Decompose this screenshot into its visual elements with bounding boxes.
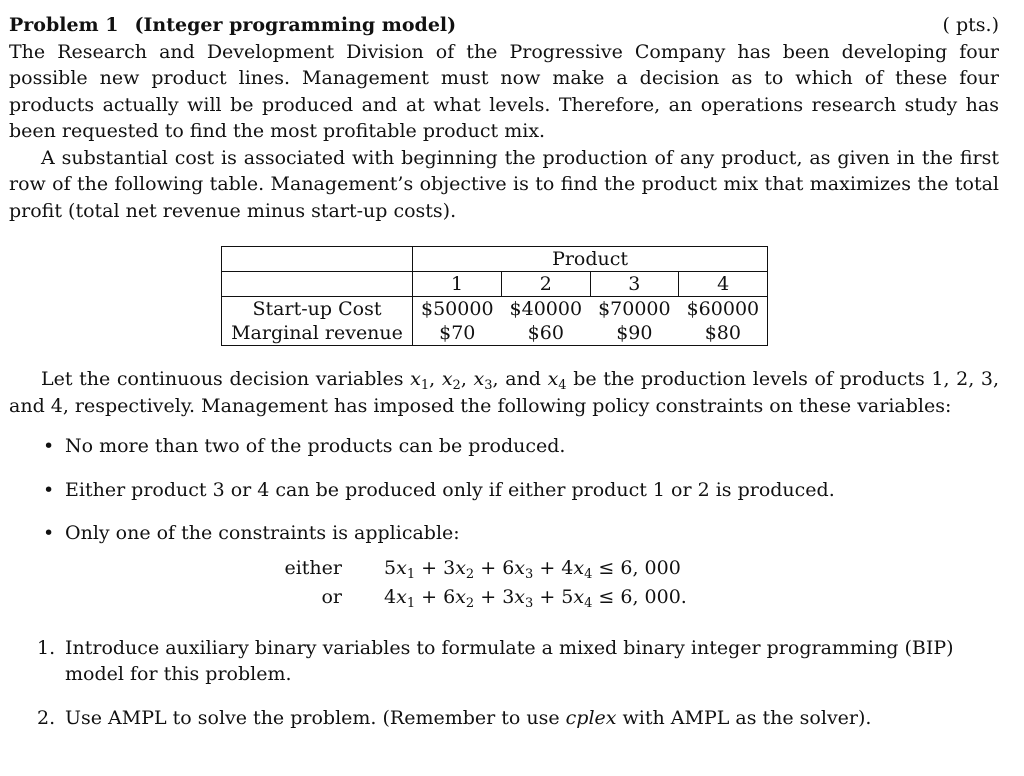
task-number: 2. <box>37 706 56 729</box>
table-cell: $70000 <box>598 298 671 320</box>
bullet-icon: • <box>43 478 55 501</box>
list-item <box>9 520 999 547</box>
coefficient: 3 <box>443 556 456 579</box>
bullet-text: No more than two of the products can be produced. <box>65 435 566 457</box>
constraint-row-either <box>9 555 999 584</box>
table-header-row <box>222 247 768 272</box>
table-row <box>222 297 768 322</box>
column-header: 4 <box>679 272 768 297</box>
list-item <box>9 635 999 688</box>
either-or-constraints <box>9 555 999 613</box>
constraint-row-or <box>9 584 999 613</box>
table-column-row <box>222 272 768 297</box>
table-cell: $90 <box>590 321 679 346</box>
bullet-text: Either product 3 or 4 can be produced only if either product 1 or 2 is produced. <box>65 478 835 501</box>
policy-constraints-list <box>9 433 999 547</box>
task-text: Introduce auxiliary binary variables to formulate a mixed binary integer programming (BIP) model for this problem. <box>65 636 954 685</box>
table-cell: $40000 <box>509 298 583 320</box>
column-header: 2 <box>502 272 591 297</box>
coefficient: 5 <box>384 556 397 579</box>
product-group-header: Product <box>413 247 768 272</box>
intro-paragraph: The Research and Development Division of the Progressive Company has been developing four possible new product lines. Management must now make a decision as to which of these four products actually will be produced and at what levels. Therefore, an operations research study has been requested to find the most profitable product mix. <box>9 40 999 142</box>
row-label: Start-up Cost <box>222 297 413 322</box>
variables-description: be the production levels of products 1, 2, 3, and 4, respectively. Management has imposed the following policy constraints on these variables: <box>9 368 1000 417</box>
table-blank-cell <box>222 272 413 297</box>
task-list <box>9 635 999 732</box>
table-cell: $80 <box>679 321 768 346</box>
variable-list: $x_1$, $x_2$, $x_3$, and $x_4$ <box>410 368 567 393</box>
coefficient: 4 <box>561 556 574 579</box>
or-constraint: $4x_1 + 6x_2 + 3x_3 + 5x_4 \le 6$, 000. <box>384 585 687 611</box>
coefficient: 6 <box>502 556 515 579</box>
coefficient: 4 <box>384 585 397 608</box>
coefficient: 5 <box>561 585 574 608</box>
task-number: 1. <box>37 636 56 659</box>
task-text: Use AMPL to solve the problem. (Remember to use <box>65 706 560 729</box>
product-table <box>221 246 768 346</box>
table-cell: $70 <box>413 321 502 346</box>
either-constraint: $5x_1 + 3x_2 + 6x_3 + 4x_4 \le 6$, 000 <box>384 556 681 582</box>
list-item <box>9 477 999 504</box>
problem-page <box>9 12 999 748</box>
column-header: 3 <box>590 272 679 297</box>
bullet-icon: • <box>43 522 55 544</box>
problem-subject: (Integer programming model) <box>134 14 457 36</box>
table-cell: $60 <box>502 321 591 346</box>
task-text-end: with AMPL as the solver). <box>622 706 872 729</box>
table-cell: $50000 <box>421 298 494 320</box>
or-label: or <box>321 585 342 608</box>
table-cell: $60000 <box>679 297 768 322</box>
list-item <box>9 705 999 732</box>
table-corner-cell <box>222 247 413 272</box>
row-label: Marginal revenue <box>222 321 413 346</box>
product-table-wrapper <box>221 246 999 346</box>
column-header: 1 <box>413 272 502 297</box>
cost-paragraph: A substantial cost is associated with beginning the production of any product, as given in the first row of the following table. Management’s objective is to find the product mix that maximizes the total profit (total net revenue minus start-up costs). <box>9 146 999 222</box>
problem-number: Problem 1 <box>9 14 119 36</box>
coefficient: 6 <box>443 585 456 608</box>
table-row <box>222 321 768 346</box>
coefficient: 3 <box>502 585 515 608</box>
bullet-icon: • <box>43 435 55 457</box>
solver-name: cplex <box>565 706 617 729</box>
variables-intro: Let the continuous decision variables <box>41 368 404 390</box>
problem-title <box>9 12 456 39</box>
variables-paragraph <box>9 366 999 419</box>
either-label: either <box>284 556 342 579</box>
rhs-value: 6, 000. <box>620 585 687 608</box>
bullet-text: Only one of the constraints is applicable: <box>65 522 460 544</box>
rhs-value: 6, 000 <box>620 556 681 579</box>
points-label: ( pts.) <box>942 14 999 36</box>
problem-header <box>9 12 999 39</box>
list-item <box>9 433 999 460</box>
